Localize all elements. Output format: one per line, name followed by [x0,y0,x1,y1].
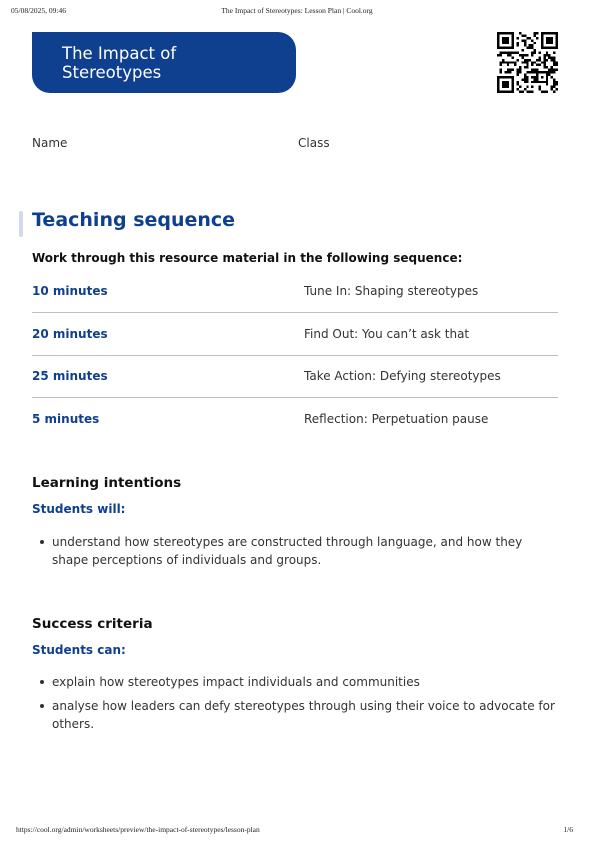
row-divider [32,312,558,313]
qr-code-icon [497,32,558,93]
sequence-row [32,369,558,411]
sequence-row [32,327,558,369]
teaching-sequence-intro: Work through this resource material in the following sequence: [32,251,463,265]
sequence-row [32,284,558,326]
sequence-duration: 25 minutes [32,369,108,383]
document-title: The Impact of Stereotypes [62,44,177,82]
success-criteria-label: Students can: [32,643,126,657]
page-number: 1/6 [563,825,573,834]
sequence-activity: Find Out: You can’t ask that [304,327,470,341]
row-divider [32,397,558,398]
title-banner [32,32,296,93]
name-label: Name [32,136,68,150]
learning-intentions-label: Students will: [32,502,126,516]
print-page-title: The Impact of Stereotypes: Lesson Plan | Cool.org [221,6,373,15]
print-timestamp: 05/08/2025, 09:46 [11,6,67,15]
print-header [0,6,594,18]
sequence-duration: 10 minutes [32,284,108,298]
class-label: Class [298,136,330,150]
sequence-activity: Reflection: Perpetuation pause [304,412,489,426]
list-item: explain how stereotypes impact individuals and communities [38,673,558,691]
teaching-sequence-heading: Teaching sequence [32,209,236,231]
success-criteria-list [38,673,558,739]
print-footer [0,825,594,837]
learning-intentions-heading: Learning intentions [32,475,182,491]
row-divider [32,355,558,356]
sequence-duration: 5 minutes [32,412,100,426]
list-item: analyse how leaders can defy stereotypes through using their voice to advocate for others. [38,697,558,733]
sequence-activity: Take Action: Defying stereotypes [304,369,501,383]
sequence-duration: 20 minutes [32,327,108,341]
print-url: https://cool.org/admin/worksheets/preview/the-impact-of-stereotypes/lesson-plan [16,825,260,834]
learning-intentions-list [38,533,558,575]
sequence-activity: Tune In: Shaping stereotypes [304,284,479,298]
success-criteria-heading: Success criteria [32,616,153,632]
section-accent-bar [19,211,23,237]
list-item: understand how stereotypes are constructed through language, and how they shape perceptions of individuals and groups. [38,533,558,569]
sequence-row [32,412,558,454]
